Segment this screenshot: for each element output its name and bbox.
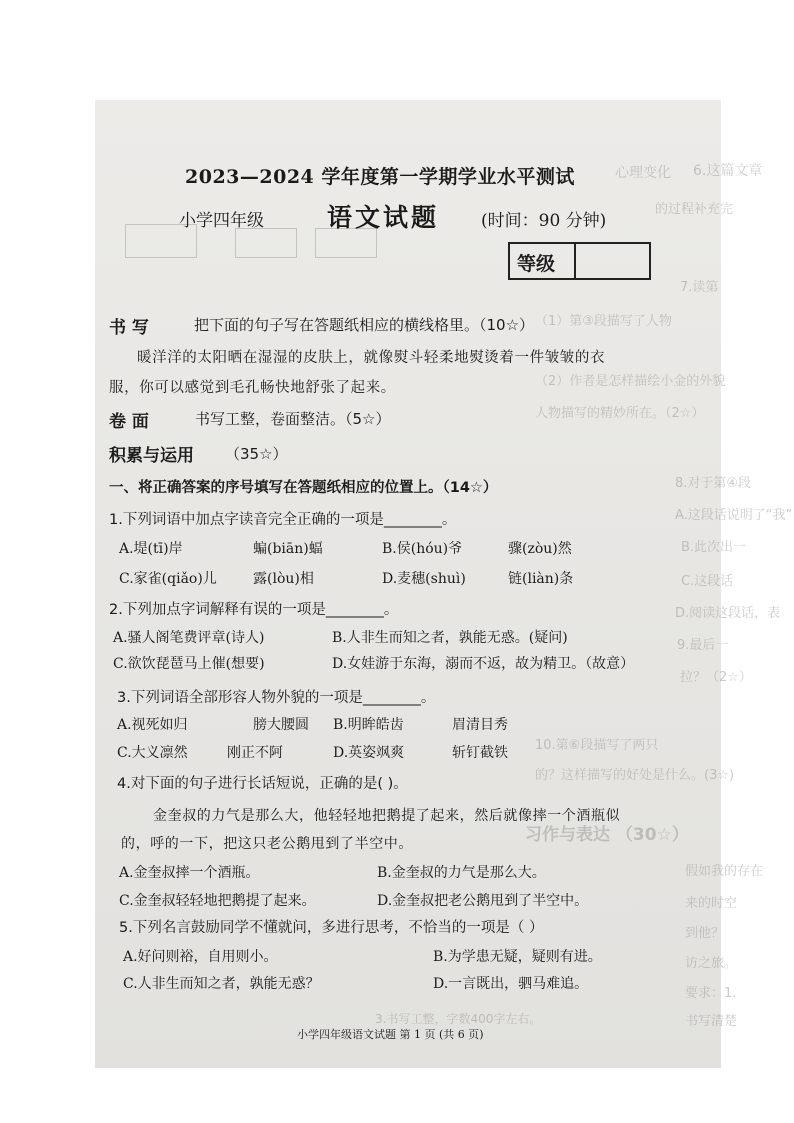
question-2-stem: 2.下列加点字词解释有误的一项是________。	[109, 602, 399, 618]
bleed-text: C.这段话	[681, 574, 734, 589]
q3-option-d2: 斩钉截铁	[452, 745, 508, 761]
q1-option-c1: C.家雀(qiǎo)儿	[119, 571, 217, 587]
exam-page	[95, 100, 793, 1068]
q2-option-a: A.骚人阁笔费评章(诗人)	[113, 630, 265, 646]
q3-option-a1: A.视死如归	[117, 717, 188, 733]
bleed-text: 假如我的存在	[685, 864, 764, 879]
bleed-text: A.这段话说明了“我”	[675, 508, 793, 523]
q4-option-b: B.金奎叔的力气是那么大。	[377, 865, 546, 881]
bleed-box	[235, 228, 297, 258]
bleed-text: D.阅读这段话，表	[675, 606, 781, 621]
bleed-text: 6.这篇文章	[693, 163, 763, 179]
writing-instruction: 把下面的句子写在答题纸相应的横线格里。（10☆）	[194, 316, 535, 334]
question-3-stem: 3.下列词语全部形容人物外貌的一项是________。	[117, 690, 436, 706]
bleed-text: （1）第③段描写了人物	[535, 314, 672, 329]
exam-time: (时间：90 分钟)	[481, 211, 607, 231]
bleed-text: 10.第⑥段描写了两只	[535, 738, 659, 753]
writing-label: 书 写	[109, 318, 149, 338]
q3-option-b2: 眉清目秀	[452, 717, 508, 733]
q4-passage-line1: 金奎叔的力气是那么大，他轻轻地把鹅提了起来，然后就像摔一个酒瓶似	[153, 808, 621, 824]
bleed-text: 拉？（2☆）	[680, 670, 752, 685]
page-footer: 小学四年级语文试题 第 1 页 (共 6 页)	[297, 1028, 484, 1041]
bleed-text: 7.读第	[680, 280, 719, 295]
q3-option-a2: 膀大腰圆	[253, 717, 309, 733]
q3-option-b1: B.明眸皓齿	[333, 717, 404, 733]
q5-option-a: A.好问则裕，自用则小。	[123, 949, 278, 965]
writing-sentence-line2: 服，你可以感觉到毛孔畅快地舒张了起来。	[109, 380, 396, 396]
q1-option-c2: 露(lòu)相	[253, 571, 314, 587]
part1-title: 一、将正确答案的序号填写在答题纸相应的位置上。（14☆）	[109, 480, 498, 496]
grade-label: 小学四年级	[179, 211, 264, 231]
section-score: （35☆）	[225, 445, 288, 463]
bleed-text: 要求：1.	[685, 986, 737, 1001]
bleed-text: 书写清楚	[685, 1014, 738, 1029]
q2-option-b: B.人非生而知之者，孰能无惑。(疑问)	[332, 630, 568, 646]
question-5-stem: 5.下列名言鼓励同学不懂就问，多进行思考，不恰当的一项是（ ）	[119, 920, 544, 936]
neatness-label: 卷 面	[109, 412, 149, 432]
question-4-stem: 4.对下面的句子进行长话短说，正确的是( )。	[117, 776, 408, 792]
bleed-text: 到他？	[685, 926, 725, 941]
bleed-text: 的过程补充完	[655, 202, 734, 217]
exam-title: 2023—2024 学年度第一学期学业水平测试	[185, 166, 575, 188]
bleed-text: 8.对于第④段	[675, 476, 752, 491]
rank-field[interactable]	[581, 246, 645, 276]
q2-option-c: C.欲饮琵琶马上催(想要)	[113, 656, 265, 672]
bleed-text: 3.书写工整，字数400字左右。	[375, 1012, 542, 1026]
q4-passage-line2: 的，呼的一下，把这只老公鹅甩到了半空中。	[121, 836, 413, 852]
bleed-text: 来的时空	[685, 896, 738, 911]
q5-option-d: D.一言既出，驷马难追。	[433, 976, 589, 992]
q1-option-d2: 链(liàn)条	[508, 571, 574, 587]
q5-option-c: C.人非生而知之者，孰能无惑？	[123, 976, 320, 992]
q1-option-b2: 骤(zòu)然	[508, 541, 572, 557]
section-title: 积累与运用	[109, 446, 194, 466]
q3-option-c2: 刚正不阿	[227, 745, 283, 761]
q1-option-b1: B.侯(hóu)爷	[382, 541, 463, 557]
q1-option-a2: 蝙(biān)蝠	[253, 541, 323, 557]
q2-option-d: D.女娃游于东海，溺而不返，故为精卫。（故意）	[332, 656, 635, 672]
q1-option-d1: D.麦穗(shuì)	[382, 571, 466, 587]
q4-option-d: D.金奎叔把老公鹅甩到了半空中。	[377, 893, 589, 909]
q4-option-a: A.金奎叔摔一个酒瓶。	[119, 865, 260, 881]
q3-option-c1: C.大义凛然	[117, 745, 188, 761]
bleed-text: （2）作者是怎样描绘小金的外貌	[535, 374, 726, 389]
bleed-text: 9.最后一	[677, 638, 729, 653]
bleed-text: 人物描写的精妙所在。（2☆）	[535, 406, 705, 421]
writing-sentence-line1: 暖洋洋的太阳晒在湿湿的皮肤上，就像熨斗轻柔地熨烫着一件皱皱的衣	[137, 350, 606, 366]
neatness-text: 书写工整，卷面整洁。（5☆）	[195, 410, 391, 428]
rank-label: 等级	[517, 253, 556, 275]
q1-option-a1: A.堤(tī)岸	[119, 541, 183, 557]
subject-title: 语文试题	[327, 203, 440, 232]
bleed-text: B.此次出一	[681, 540, 747, 555]
bleed-text: 习作与表达 （30☆）	[525, 825, 689, 845]
bleed-text: 心理变化	[615, 165, 671, 181]
q3-option-d1: D.英姿飒爽	[333, 745, 405, 761]
question-1-stem: 1.下列词语中加点字读音完全正确的一项是________。	[109, 512, 457, 528]
q4-option-c: C.金奎叔轻轻地把鹅提了起来。	[119, 893, 316, 909]
q5-option-b: B.为学患无疑，疑则有进。	[433, 949, 602, 965]
bleed-text: 的？这样描写的好处是什么。(3☆)	[535, 768, 735, 783]
bleed-text: 访之旅。	[685, 956, 738, 971]
